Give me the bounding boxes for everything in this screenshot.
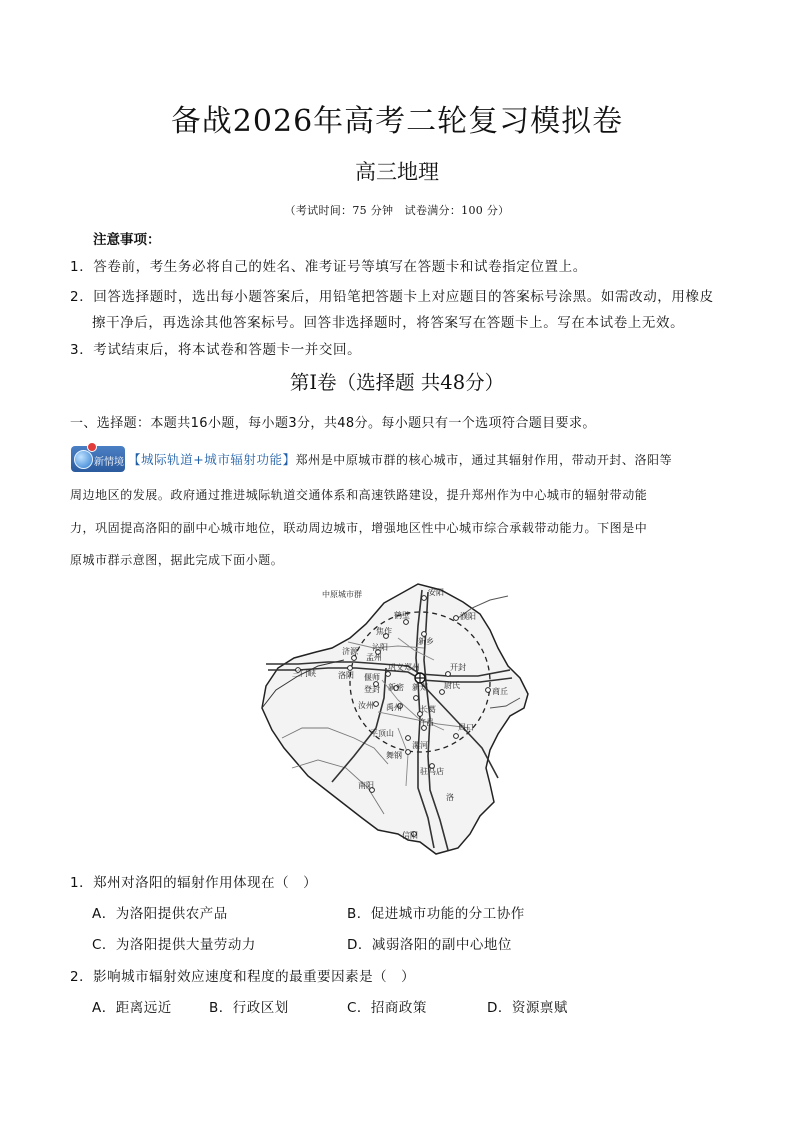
map-label: 安阳 xyxy=(428,588,444,597)
map-label: 登封 xyxy=(364,685,380,694)
map-label: 洛阳 xyxy=(338,671,354,680)
question-2-option-c: C．招商政策 xyxy=(347,1000,427,1016)
context-line-2: 周边地区的发展。政府通过推进城际轨道交通体系和高速铁路建设，提升郑州作为中心城市的辐射带动能 xyxy=(70,488,648,502)
map-label: 郑州 xyxy=(404,663,420,672)
central-plains-map xyxy=(258,578,532,858)
context-line-3: 力，巩固提高洛阳的副中心城市地位，联动周边城市，增强地区性中心城市综合承载带动能力。下图是中 xyxy=(70,521,648,535)
badge-label: 新情境 xyxy=(94,457,124,468)
question-2-option-d: D．资源禀赋 xyxy=(487,1000,568,1016)
question-2-option-b: B．行政区划 xyxy=(209,1000,289,1016)
map-label: 禹州 xyxy=(386,703,402,712)
province-outline xyxy=(262,584,528,854)
map-label: 尉氏 xyxy=(444,681,460,690)
notice-item-3: 3．考试结束后，将本试卷和答题卡一并交回。 xyxy=(70,342,362,358)
map-label: 长葛 xyxy=(420,705,436,714)
map-label: 漯河 xyxy=(412,741,428,750)
globe-icon xyxy=(74,450,93,469)
map-label: 新郑 xyxy=(412,683,428,692)
notice-item-2: 2．回答选择题时，选出每小题答案后，用铅笔把答题卡上对应题目的答案标号涂黑。如需改动，用橡皮 xyxy=(70,289,714,305)
map-label: 焦作 xyxy=(376,627,392,636)
map-label: 济源 xyxy=(342,647,358,656)
map-label: 三门峡 xyxy=(292,669,316,678)
map-label: 周口 xyxy=(458,723,474,732)
question-2-stem: 2．影响城市辐射效应速度和程度的最重要因素是（ ） xyxy=(70,969,416,985)
map-label: 孟州 xyxy=(366,653,382,662)
section-title: 第Ⅰ卷（选择题 共48分） xyxy=(289,371,505,394)
map-label: 鹤壁 xyxy=(394,611,410,620)
question-2-option-a: A．距离远近 xyxy=(92,1000,172,1016)
notice-item-2-cont: 擦干净后，再选涂其他答案标号。回答非选择题时，将答案写在答题卡上。写在本试卷上无效。 xyxy=(92,315,685,331)
map-label: 新乡 xyxy=(418,637,434,646)
map-title: 中原城市群 xyxy=(322,590,362,599)
map-label: 平顶山 xyxy=(370,729,394,738)
context-line-1 xyxy=(128,450,672,468)
location-pin-icon xyxy=(87,442,97,452)
map-label: 濮阳 xyxy=(460,612,476,621)
notice-item-1: 1．答卷前，考生务必将自己的姓名、准考证号等填写在答题卡和试卷指定位置上。 xyxy=(70,259,587,275)
context-line-4: 原城市群示意图，据此完成下面小题。 xyxy=(70,553,284,567)
question-1-option-c: C．为洛阳提供大量劳动力 xyxy=(92,937,256,953)
map-label: 南阳 xyxy=(358,781,374,790)
map-label: 洛 xyxy=(446,793,454,802)
map-label: 巩义 xyxy=(388,663,404,672)
section-intro: 一、选择题：本题共16小题，每小题3分，共48分。每小题只有一个选项符合题目要求。 xyxy=(70,416,596,431)
question-1-option-b: B．促进城市功能的分工协作 xyxy=(347,906,525,922)
question-1-option-d: D．减弱洛阳的副中心地位 xyxy=(347,937,512,953)
map-label: 驻马店 xyxy=(420,767,444,776)
context-tag: 【城际轨道+城市辐射功能】 xyxy=(128,452,296,467)
map-label: 开封 xyxy=(450,663,466,672)
map-label: 许昌 xyxy=(418,718,434,727)
notice-heading: 注意事项： xyxy=(93,232,161,248)
map-label: 沁阳 xyxy=(372,643,388,652)
paper-title: 备战2026年高考二轮复习模拟卷 xyxy=(170,104,624,139)
context-text-1: 郑州是中原城市群的核心城市，通过其辐射作用，带动开封、洛阳等 xyxy=(295,453,673,467)
question-1-option-a: A．为洛阳提供农产品 xyxy=(92,906,228,922)
map-label: 舞钢 xyxy=(386,751,402,760)
map-label: 商丘 xyxy=(492,687,508,696)
question-1-stem: 1．郑州对洛阳的辐射作用体现在（ ） xyxy=(70,875,318,891)
map-label: 偃师 xyxy=(364,673,380,682)
new-context-badge xyxy=(71,446,125,472)
map-label: 信阳 xyxy=(402,831,418,840)
map-label: 新密 xyxy=(388,683,404,692)
exam-info: （考试时间：75 分钟 试卷满分：100 分） xyxy=(284,204,510,217)
subject-title: 高三地理 xyxy=(355,160,439,184)
map-label: 汝州 xyxy=(358,701,374,710)
